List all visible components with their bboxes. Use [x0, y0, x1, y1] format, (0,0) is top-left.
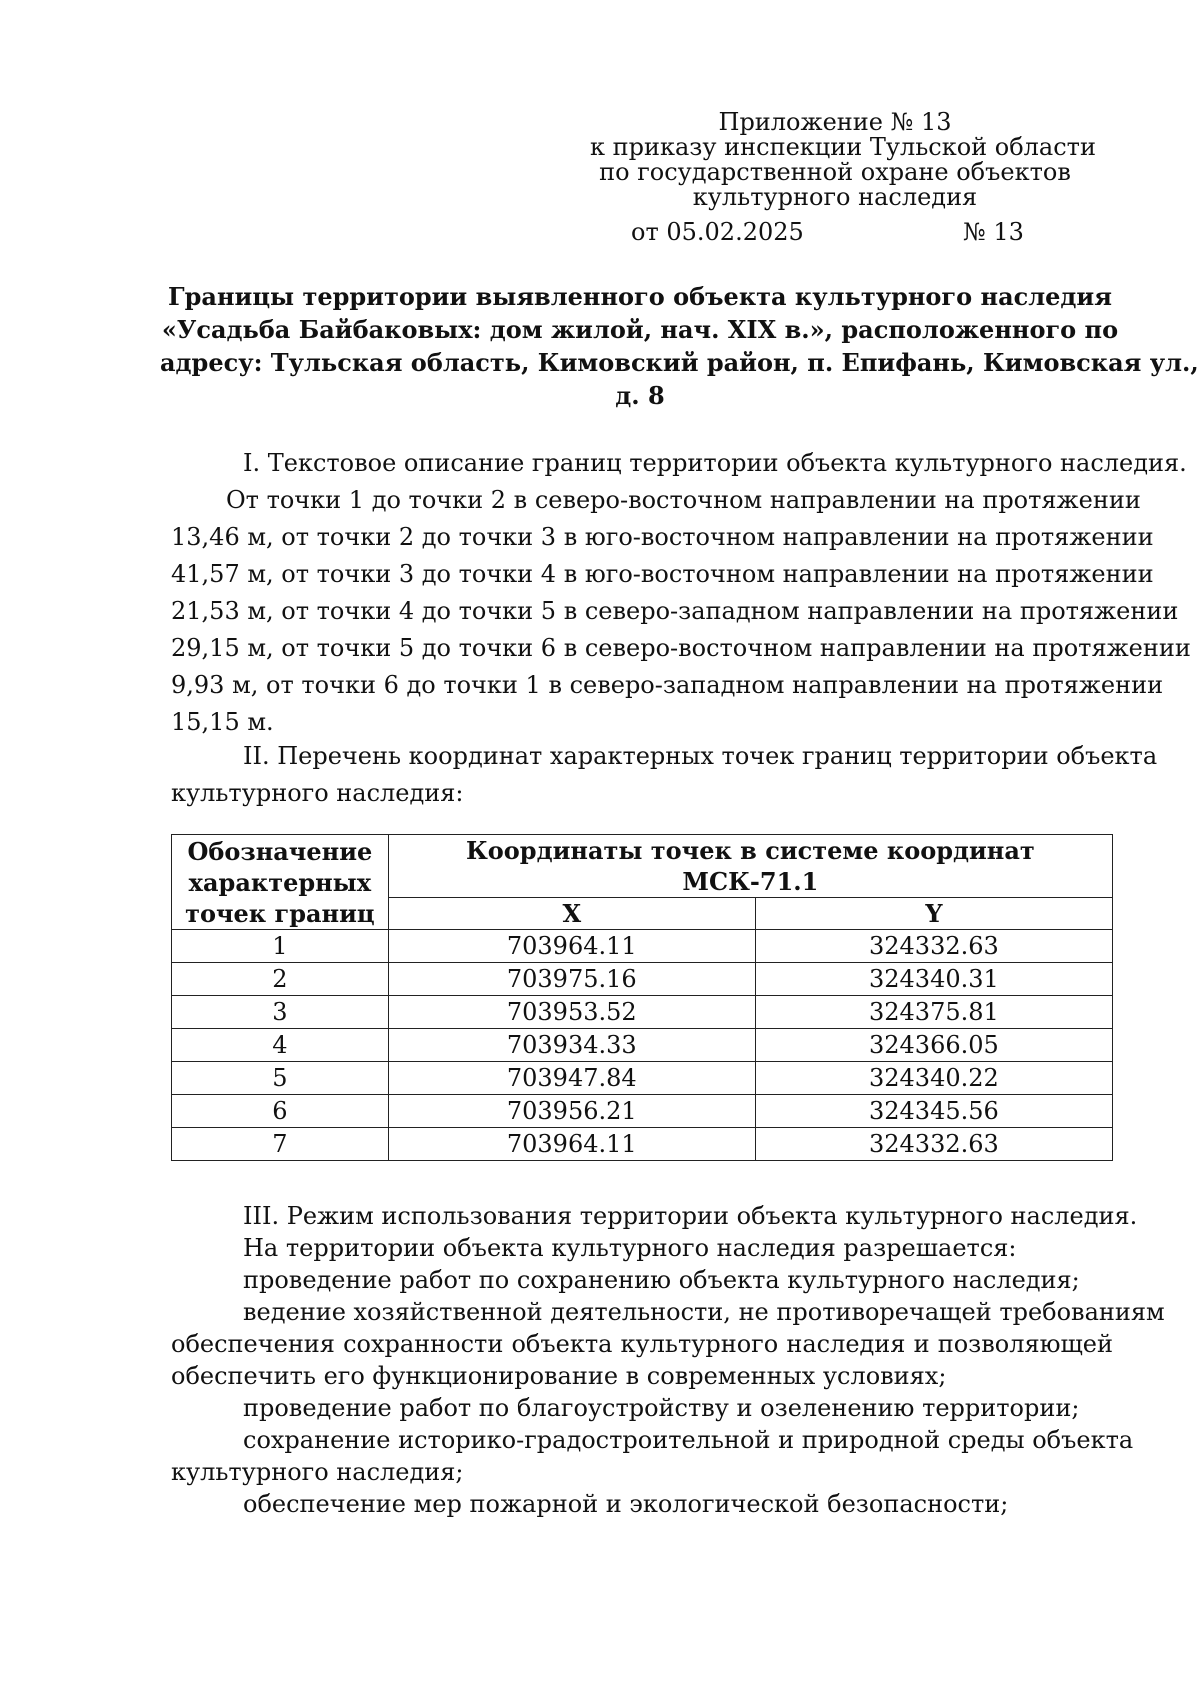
points-column-header	[172, 835, 389, 930]
text-line: культурного наследия;	[171, 1458, 464, 1486]
order-reference: к приказу инспекции Тульской области	[590, 133, 1096, 161]
point-cell: 6	[172, 1095, 389, 1128]
table-row	[172, 1062, 1113, 1095]
title-line: Границы территории выявленного объекта культурного наследия	[168, 282, 1112, 311]
list-item: ведение хозяйственной деятельности, не противоречащей требованиям	[243, 1298, 1165, 1326]
section-3-heading: III. Режим использования территории объекта культурного наследия.	[243, 1202, 1138, 1230]
header-line: характерных	[188, 867, 372, 897]
y-cell: 324340.31	[755, 963, 1112, 996]
coordinates-table	[171, 834, 1113, 1161]
table-row	[172, 930, 1113, 963]
order-date: от 05.02.2025	[631, 218, 804, 246]
x-cell: 703956.21	[388, 1095, 755, 1128]
title-line: «Усадьба Байбаковых: дом жилой, нач. XIX в.», расположенного по	[161, 315, 1119, 344]
y-column-header: Y	[755, 898, 1112, 930]
text-line: От точки 1 до точки 2 в северо-восточном направлении на протяжении	[226, 486, 1141, 514]
table-row	[172, 963, 1113, 996]
point-cell: 3	[172, 996, 389, 1029]
x-cell: 703975.16	[388, 963, 755, 996]
x-column-header: X	[388, 898, 755, 930]
section-1-heading: I. Текстовое описание границ территории объекта культурного наследия.	[243, 449, 1187, 477]
text-line: 9,93 м, от точки 6 до точки 1 в северо-западном направлении на протяжении	[171, 671, 1164, 699]
title-line: д. 8	[615, 381, 665, 410]
point-cell: 2	[172, 963, 389, 996]
order-reference-line3: культурного наследия	[692, 183, 978, 211]
y-cell: 324366.05	[755, 1029, 1112, 1062]
title-line: адресу: Тульская область, Кимовский район, п. Епифань, Кимовская ул.,	[160, 348, 1199, 377]
text-line: 29,15 м, от точки 5 до точки 6 в северо-восточном направлении на протяжении	[171, 634, 1191, 662]
x-cell: 703964.11	[388, 1128, 755, 1161]
text-line: обеспечить его функционирование в современных условиях;	[171, 1362, 947, 1390]
point-cell: 1	[172, 930, 389, 963]
list-item: обеспечение мер пожарной и экологической безопасности;	[243, 1490, 1009, 1518]
y-cell: 324332.63	[755, 930, 1112, 963]
text-line: 41,57 м, от точки 3 до точки 4 в юго-восточном направлении на протяжении	[171, 560, 1154, 588]
point-cell: 7	[172, 1128, 389, 1161]
y-cell: 324345.56	[755, 1095, 1112, 1128]
table-row	[172, 1128, 1113, 1161]
section-2-heading: II. Перечень координат характерных точек границ территории объекта	[243, 742, 1158, 770]
point-cell: 5	[172, 1062, 389, 1095]
x-cell: 703934.33	[388, 1029, 755, 1062]
header-line: точек границ	[185, 898, 375, 928]
section-2-text	[171, 738, 1158, 812]
coordinates-system-header	[388, 835, 1112, 898]
table-row	[172, 1029, 1113, 1062]
y-cell: 324375.81	[755, 996, 1112, 1029]
section-1-text	[171, 445, 1191, 741]
header-line: МСК-71.1	[682, 867, 819, 896]
appendix-title: Приложение № 13	[718, 108, 952, 136]
order-reference-line2: по государственной охране объектов	[599, 158, 1071, 186]
y-cell: 324332.63	[755, 1128, 1112, 1161]
header-line: Координаты точек в системе координат	[465, 836, 1035, 865]
text-line: 13,46 м, от точки 2 до точки 3 в юго-восточном направлении на протяжении	[171, 523, 1154, 551]
text-line: 21,53 м, от точки 4 до точки 5 в северо-западном направлении на протяжении	[171, 597, 1179, 625]
header-line: Обозначение	[187, 836, 373, 866]
order-number: № 13	[963, 218, 1024, 246]
appendix-header	[590, 108, 1096, 211]
document-title	[160, 280, 1199, 412]
x-cell: 703947.84	[388, 1062, 755, 1095]
y-cell: 324340.22	[755, 1062, 1112, 1095]
x-cell: 703964.11	[388, 930, 755, 963]
list-item: сохранение историко-градостроительной и природной среды объекта	[243, 1426, 1134, 1454]
text-line: 15,15 м.	[171, 708, 274, 736]
section-3-text	[171, 1200, 1165, 1520]
list-item: проведение работ по благоустройству и озеленению территории;	[243, 1394, 1080, 1422]
text-line: На территории объекта культурного наследия разрешается:	[243, 1234, 1017, 1262]
list-item: проведение работ по сохранению объекта культурного наследия;	[243, 1266, 1080, 1294]
x-cell: 703953.52	[388, 996, 755, 1029]
table-row	[172, 1095, 1113, 1128]
text-line: обеспечения сохранности объекта культурного наследия и позволяющей	[171, 1330, 1113, 1358]
table-row	[172, 996, 1113, 1029]
point-cell: 4	[172, 1029, 389, 1062]
text-line: культурного наследия:	[171, 779, 464, 807]
